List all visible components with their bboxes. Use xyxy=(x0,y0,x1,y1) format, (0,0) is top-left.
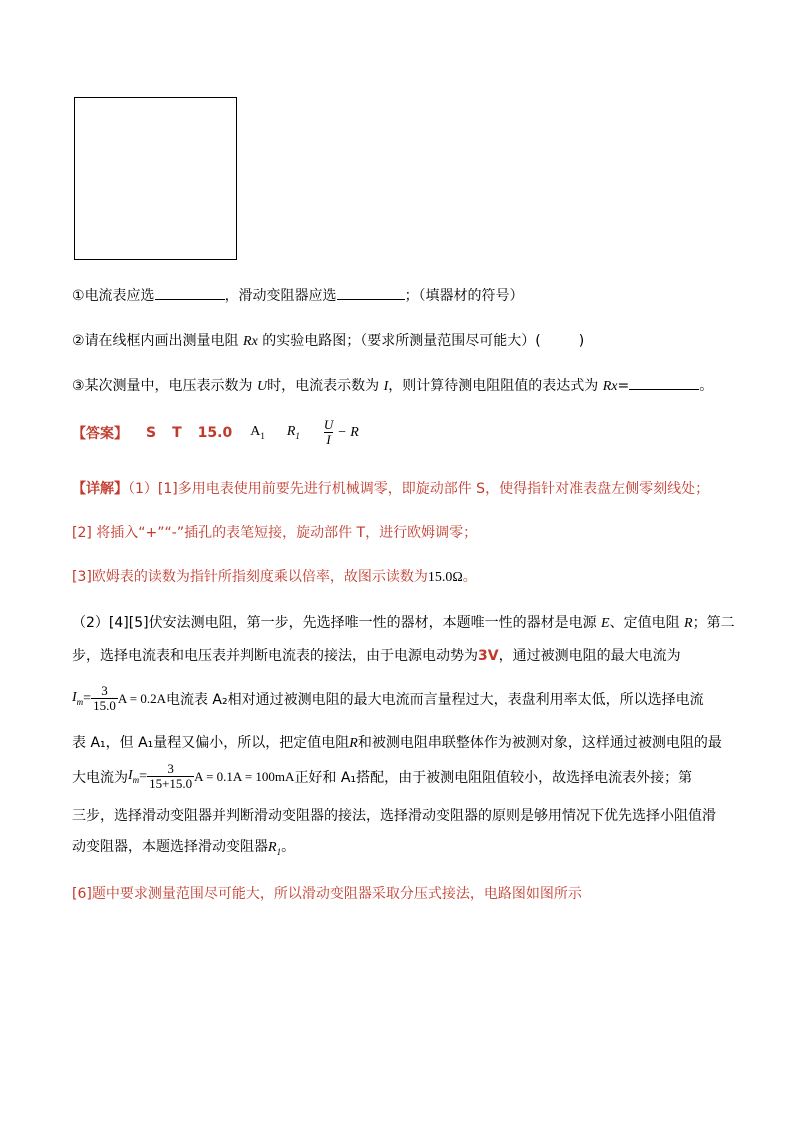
detail-line-4: （2）[4][5]伏安法测电阻，第一步，先选择唯一性的器材，本题唯一性的器材是电源 E、定值电阻 R；第二 xyxy=(72,615,735,631)
answer-rheostat: $R_1$ xyxy=(286,424,300,441)
detail-line-3: [3]欧姆表的读数为指针所指刻度乘以倍率，故图示读数为15.0Ω。 xyxy=(72,569,477,585)
q3-text-c: ，则计算待测电阻阻值的表达式为 xyxy=(388,378,599,394)
detail-line-10: 动变阻器，本题选择滑动变阻器$R_1$。 xyxy=(72,839,296,857)
r1-symbol: $R_1$ xyxy=(268,840,282,857)
answer-expression: $\frac{U}{I}$ − R xyxy=(323,417,359,447)
im-symbol-2: $I_m$ xyxy=(128,768,140,785)
q2-text-a: 请在线框内画出测量电阻 xyxy=(84,333,239,349)
detail-line-6: $I_m$ = $\frac{3}{15.0}$ A = 0.2A 电流表 A₂相对通过被测电阻的最大电流而言量程过大，表盘利用率太低，所以选择电流 xyxy=(72,683,704,713)
fraction-1: $\frac{3}{15.0}$ xyxy=(93,683,116,713)
detail-label: 【详解】 xyxy=(72,481,128,497)
q3-text-b: 时，电流表示数为 xyxy=(267,378,380,394)
question-2 xyxy=(72,330,584,350)
detail-line-1: 【详解】（1）[1]多用电表使用前要先进行机械调零，即旋动部件 S，使得指针对准表盘左侧零刻线处； xyxy=(72,481,710,497)
answer-t: T xyxy=(172,424,182,441)
detail-line-2: [2] 将插入“+”“-”插孔的表笔短接，旋动部件 T，进行欧姆调零； xyxy=(72,525,478,541)
answer-label: 【答案】 xyxy=(72,425,128,442)
q3-eq: = xyxy=(617,378,630,394)
detail-line-11: [6]题中要求测量范围尽可能大，所以滑动变阻器采取分压式接法，电路图如图所示 xyxy=(72,886,582,902)
q3-number: ③ xyxy=(72,378,85,394)
q1-blank-rheostat[interactable] xyxy=(337,285,405,300)
q2-rx: Rx xyxy=(243,334,258,349)
detail-line-9: 三步，选择滑动变阻器并判断滑动变阻器的接法，选择滑动变阻器的原则是够用情况下优先选择小阻值滑 xyxy=(72,808,716,824)
answer-ammeter: $A_1$ xyxy=(250,424,265,441)
q3-text-a: 某次测量中，电压表示数为 xyxy=(84,378,253,394)
fraction-2: $\frac{3}{15+15.0}$ xyxy=(149,761,193,791)
q1-text-a: 电流表应选 xyxy=(84,288,155,304)
q3-blank-expression[interactable] xyxy=(629,375,699,390)
answer-s: S xyxy=(146,424,157,441)
q2-text-b: 的实验电路图；（要求所测量范围尽可能大）( xyxy=(262,333,541,349)
answer-line xyxy=(72,418,359,447)
q1-number: ① xyxy=(72,288,85,304)
q3-i: I xyxy=(383,379,389,394)
q1-blank-ammeter[interactable] xyxy=(155,285,225,300)
answer-value: 15.0 xyxy=(197,424,233,441)
q2-text-c: ) xyxy=(578,333,585,349)
q2-number: ② xyxy=(72,333,85,349)
circuit-drawing-frame xyxy=(74,97,237,260)
q1-text-c: ；（填器材的符号） xyxy=(404,288,524,304)
question-3 xyxy=(72,375,713,395)
q3-end: 。 xyxy=(699,378,714,394)
detail-line-7: 表 A₁，但 A₁量程又偏小，所以，把定值电阻R和被测电阻串联整体作为被测对象，这样通过被测电阻的最 xyxy=(72,735,722,751)
detail-line-8: 大电流为 $I_m$ = $\frac{3}{15+15.0}$ A = 0.1A = 100mA 正好和 A₁搭配，由于被测电阻阻值较小，故选择电流表外接；第 xyxy=(72,761,693,791)
question-1 xyxy=(72,285,524,305)
im-symbol: $I_m$ xyxy=(72,690,84,707)
q1-text-b: ，滑动变阻器应选 xyxy=(224,288,337,304)
q3-u: U xyxy=(257,379,268,394)
q3-rx: Rx xyxy=(602,379,618,394)
detail-line-5: 步，选择电流表和电压表并判断电流表的接法，由于电源电动势为3V，通过被测电阻的最大电流为 xyxy=(72,648,681,664)
